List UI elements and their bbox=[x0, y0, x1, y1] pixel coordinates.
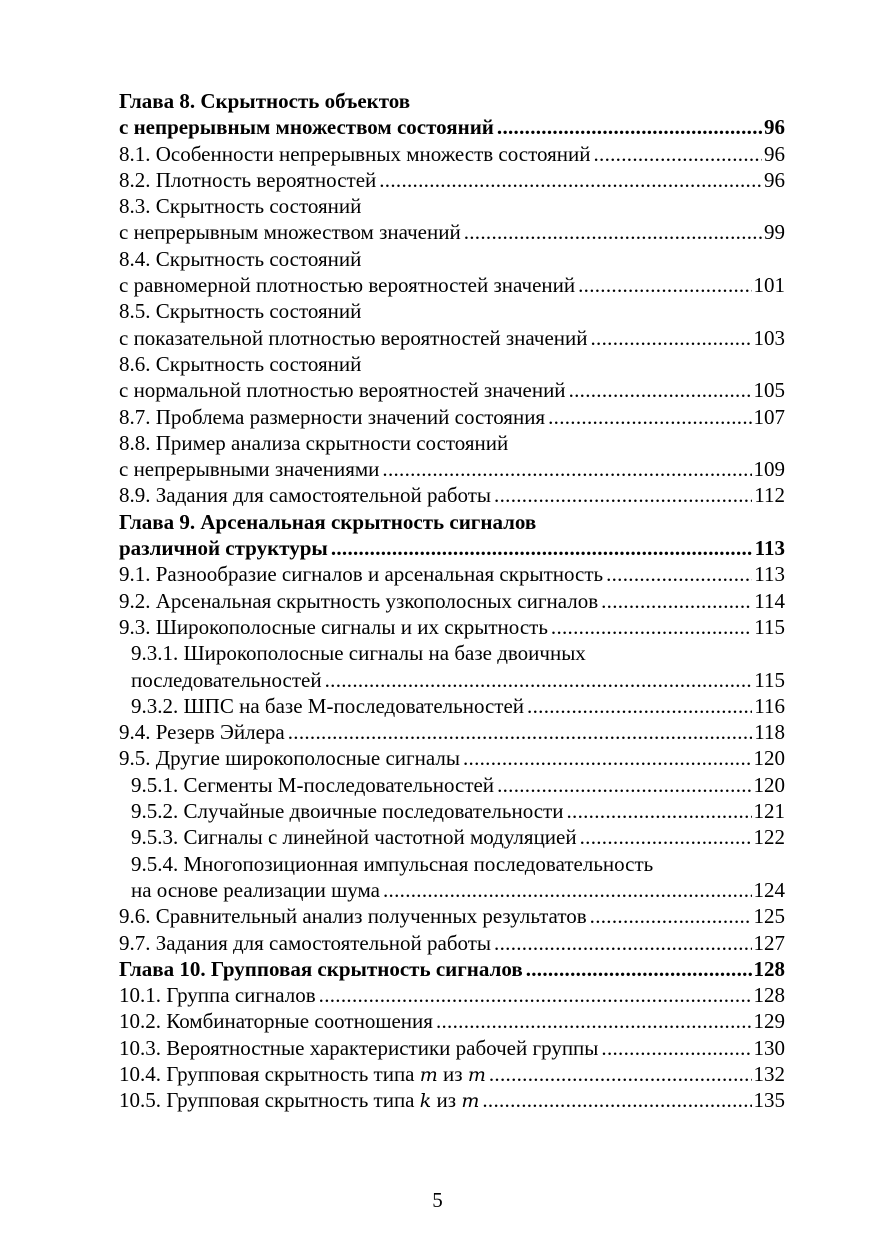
dot-leader bbox=[569, 377, 752, 403]
toc-entry-page: 129 bbox=[753, 1009, 785, 1034]
toc-entry-title: 10.5. Групповая скрытность типа k из m bbox=[119, 1088, 480, 1113]
toc-entry-title: 10.1. Группа сигналов bbox=[119, 983, 316, 1008]
toc-entry-continued bbox=[119, 298, 785, 324]
toc-entry-title: 9.1. Разнообразие сигналов и арсенальная скрытность bbox=[119, 562, 604, 587]
dot-leader bbox=[382, 456, 751, 482]
toc-entry-title: Глава 8. Скрытность объектов bbox=[119, 89, 411, 113]
toc-entry bbox=[119, 982, 785, 1008]
toc-entry-page: 112 bbox=[754, 483, 785, 508]
toc-entry-title: с непрерывным множеством состояний bbox=[119, 115, 494, 140]
toc-entry-title: 9.2. Арсенальная скрытность узкополосных сигналов bbox=[119, 588, 599, 613]
dot-leader bbox=[383, 877, 752, 903]
toc-entry-page: 128 bbox=[753, 956, 785, 981]
toc-entry-page: 120 bbox=[753, 746, 785, 771]
dot-leader bbox=[482, 1087, 751, 1113]
toc-entry-page: 118 bbox=[754, 720, 785, 745]
toc-entry-page: 124 bbox=[753, 877, 785, 902]
toc-entry-page: 113 bbox=[754, 536, 785, 561]
toc-entry-title: 8.4. Скрытность состояний bbox=[119, 246, 362, 271]
toc-entry-page: 114 bbox=[754, 588, 785, 613]
toc-entry-title: 9.6. Сравнительный анализ полученных результатов bbox=[119, 904, 587, 929]
dot-leader bbox=[601, 1035, 751, 1061]
toc-entry-title: с непрерывным множеством значений bbox=[119, 220, 461, 245]
dot-leader bbox=[591, 325, 752, 351]
table-of-contents bbox=[119, 88, 785, 1114]
toc-entry-title: 8.7. Проблема размерности значений состояния bbox=[119, 404, 546, 429]
toc-entry-title: 10.4. Групповая скрытность типа m из m bbox=[119, 1061, 486, 1086]
toc-entry-title: 9.7. Задания для самостоятельной работы bbox=[119, 930, 492, 955]
toc-entry-title: 9.3.2. ШПС на базе М-последовательностей bbox=[131, 693, 525, 718]
toc-entry-page: 115 bbox=[754, 667, 785, 692]
toc-entry bbox=[119, 956, 785, 982]
toc-entry-title: 8.2. Плотность вероятностей bbox=[119, 167, 377, 192]
toc-entry bbox=[119, 377, 785, 403]
toc-entry-page: 127 bbox=[753, 930, 785, 955]
dot-leader bbox=[606, 561, 752, 587]
toc-entry-page: 113 bbox=[754, 562, 785, 587]
dot-leader bbox=[590, 903, 752, 929]
toc-entry-title: 9.4. Резерв Эйлера bbox=[119, 720, 285, 745]
toc-entry-title: 8.6. Скрытность состояний bbox=[119, 351, 362, 376]
toc-entry bbox=[119, 772, 785, 798]
toc-entry-page: 101 bbox=[753, 273, 785, 298]
toc-entry-continued bbox=[119, 640, 785, 666]
dot-leader bbox=[497, 114, 762, 140]
toc-entry bbox=[119, 1035, 785, 1061]
toc-entry-title: 8.8. Пример анализа скрытности состояний bbox=[119, 430, 509, 455]
toc-entry-continued bbox=[119, 509, 785, 535]
toc-entry-page: 128 bbox=[753, 983, 785, 1008]
toc-entry bbox=[119, 325, 785, 351]
toc-entry bbox=[119, 877, 785, 903]
toc-entry bbox=[119, 167, 785, 193]
toc-entry bbox=[119, 1008, 785, 1034]
toc-entry-title: 8.9. Задания для самостоятельной работы bbox=[119, 483, 492, 508]
toc-entry-title: 8.5. Скрытность состояний bbox=[119, 299, 362, 324]
toc-entry-continued bbox=[119, 851, 785, 877]
page-number: 5 bbox=[432, 1188, 443, 1212]
dot-leader bbox=[489, 1061, 752, 1087]
toc-entry-title: с нормальной плотностью вероятностей значений bbox=[119, 378, 566, 403]
toc-entry bbox=[119, 404, 785, 430]
toc-entry-page: 116 bbox=[754, 693, 785, 718]
toc-entry-page: 120 bbox=[753, 772, 785, 797]
toc-entry bbox=[119, 614, 785, 640]
toc-entry-title: различной структуры bbox=[119, 536, 328, 561]
toc-entry-title: последовательностей bbox=[131, 667, 322, 692]
toc-entry-continued bbox=[119, 246, 785, 272]
toc-entry-title: 8.1. Особенности непрерывных множеств состояний bbox=[119, 141, 591, 166]
toc-entry-continued bbox=[119, 88, 785, 114]
toc-entry-page: 115 bbox=[754, 614, 785, 639]
toc-entry-title: 9.5. Другие широкополосные сигналы bbox=[119, 746, 460, 771]
dot-leader bbox=[325, 667, 753, 693]
toc-entry bbox=[119, 745, 785, 771]
toc-entry-page: 130 bbox=[753, 1035, 785, 1060]
toc-entry-page: 96 bbox=[764, 115, 785, 140]
dot-leader bbox=[436, 1008, 752, 1034]
toc-entry-title: Глава 10. Групповая скрытность сигналов bbox=[119, 956, 523, 981]
dot-leader bbox=[580, 824, 752, 850]
toc-entry bbox=[119, 1087, 785, 1113]
toc-entry-title: 9.3. Широкополосные сигналы и их скрытность bbox=[119, 614, 548, 639]
dot-leader bbox=[319, 982, 752, 1008]
dot-leader bbox=[288, 719, 753, 745]
toc-entry-page: 121 bbox=[753, 799, 785, 824]
toc-entry-title: 8.3. Скрытность состояний bbox=[119, 194, 362, 219]
toc-entry bbox=[119, 1061, 785, 1087]
toc-entry bbox=[119, 588, 785, 614]
dot-leader bbox=[494, 930, 751, 956]
toc-entry bbox=[119, 903, 785, 929]
toc-entry bbox=[119, 219, 785, 245]
dot-leader bbox=[593, 141, 762, 167]
dot-leader bbox=[463, 745, 752, 771]
toc-entry-title: 9.3.1. Широкополосные сигналы на базе двоичных bbox=[131, 641, 586, 666]
dot-leader bbox=[566, 798, 751, 824]
toc-entry-page: 96 bbox=[764, 167, 785, 192]
toc-entry bbox=[119, 561, 785, 587]
dot-leader bbox=[601, 588, 752, 614]
dot-leader bbox=[464, 219, 762, 245]
toc-entry-title: 10.3. Вероятностные характеристики рабочей группы bbox=[119, 1035, 599, 1060]
toc-entry bbox=[119, 798, 785, 824]
toc-entry-title: Глава 9. Арсенальная скрытность сигналов bbox=[119, 509, 537, 534]
toc-entry-page: 109 bbox=[753, 457, 785, 482]
dot-leader bbox=[497, 772, 751, 798]
dot-leader bbox=[379, 167, 762, 193]
toc-entry-page: 107 bbox=[753, 404, 785, 429]
toc-entry-continued bbox=[119, 351, 785, 377]
toc-entry-title: с непрерывными значениями bbox=[119, 457, 380, 482]
toc-entry bbox=[119, 482, 785, 508]
toc-entry bbox=[119, 114, 785, 140]
toc-entry bbox=[119, 456, 785, 482]
toc-entry bbox=[119, 272, 785, 298]
dot-leader bbox=[551, 614, 752, 640]
toc-entry-title: 9.5.4. Многопозиционная импульсная последовательность bbox=[131, 851, 654, 876]
dot-leader bbox=[526, 956, 752, 982]
toc-entry-title: 10.2. Комбинаторные соотношения bbox=[119, 1009, 433, 1034]
toc-entry-page: 135 bbox=[753, 1088, 785, 1113]
toc-entry bbox=[119, 719, 785, 745]
toc-entry-page: 105 bbox=[753, 378, 785, 403]
toc-entry-page: 132 bbox=[753, 1061, 785, 1086]
toc-entry-title: с равномерной плотностью вероятностей значений bbox=[119, 273, 576, 298]
toc-entry bbox=[119, 535, 785, 561]
toc-entry-title: 9.5.1. Сегменты М-последовательностей bbox=[131, 772, 495, 797]
dot-leader bbox=[331, 535, 753, 561]
toc-entry-title: 9.5.2. Случайные двоичные последовательности bbox=[131, 799, 564, 824]
dot-leader bbox=[578, 272, 751, 298]
toc-entry-page: 99 bbox=[764, 220, 785, 245]
toc-entry bbox=[119, 930, 785, 956]
toc-entry-page: 125 bbox=[753, 904, 785, 929]
toc-entry bbox=[119, 141, 785, 167]
dot-leader bbox=[527, 693, 752, 719]
toc-entry-title: 9.5.3. Сигналы с линейной частотной модуляцией bbox=[131, 825, 577, 850]
toc-entry-title: с показательной плотностью вероятностей значений bbox=[119, 325, 588, 350]
toc-entry bbox=[119, 667, 785, 693]
toc-entry-title: на основе реализации шума bbox=[131, 877, 380, 902]
toc-entry-page: 103 bbox=[753, 325, 785, 350]
toc-entry-page: 122 bbox=[753, 825, 785, 850]
dot-leader bbox=[548, 404, 751, 430]
toc-entry bbox=[119, 693, 785, 719]
toc-entry-page: 96 bbox=[764, 141, 785, 166]
toc-entry-continued bbox=[119, 430, 785, 456]
toc-entry-continued bbox=[119, 193, 785, 219]
toc-entry bbox=[119, 824, 785, 850]
dot-leader bbox=[494, 482, 752, 508]
